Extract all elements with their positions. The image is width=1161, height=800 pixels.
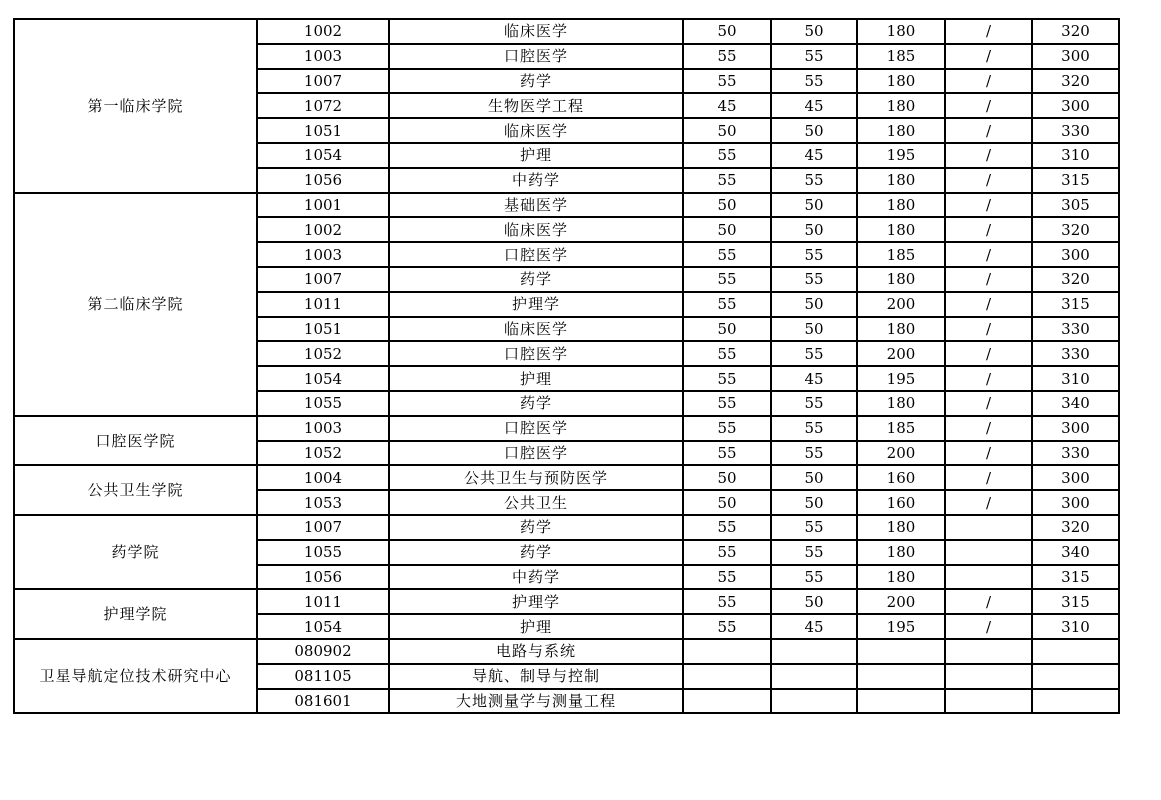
major-name-cell: 导航、制导与控制 (389, 664, 683, 689)
score-col-1-cell: 55 (683, 441, 771, 466)
score-col-2-cell: 55 (771, 242, 857, 267)
major-code-cell: 1003 (257, 416, 389, 441)
major-name-cell: 护理学 (389, 292, 683, 317)
score-col-5-cell: 320 (1032, 69, 1119, 94)
score-col-3-cell: 200 (857, 341, 945, 366)
score-col-5-cell: 340 (1032, 391, 1119, 416)
score-col-2-cell: 45 (771, 93, 857, 118)
major-code-cell: 1054 (257, 366, 389, 391)
major-name-cell: 临床医学 (389, 217, 683, 242)
score-col-2-cell: 50 (771, 465, 857, 490)
score-col-1-cell: 50 (683, 217, 771, 242)
score-col-1-cell: 50 (683, 490, 771, 515)
major-code-cell: 1003 (257, 242, 389, 267)
score-col-5-cell: 320 (1032, 217, 1119, 242)
college-name-cell: 护理学院 (14, 589, 257, 639)
score-col-2-cell: 50 (771, 193, 857, 218)
major-name-cell: 大地测量学与测量工程 (389, 689, 683, 714)
score-col-5-cell: 300 (1032, 44, 1119, 69)
score-col-1-cell: 55 (683, 391, 771, 416)
score-col-1-cell: 55 (683, 242, 771, 267)
score-col-1-cell: 55 (683, 292, 771, 317)
score-col-1-cell: 55 (683, 614, 771, 639)
college-name-cell: 药学院 (14, 515, 257, 589)
score-col-3-cell: 180 (857, 19, 945, 44)
score-col-4-cell: / (945, 441, 1032, 466)
score-col-1-cell: 55 (683, 44, 771, 69)
score-col-4-cell: / (945, 614, 1032, 639)
college-name-cell: 口腔医学院 (14, 416, 257, 466)
score-col-1-cell: 45 (683, 93, 771, 118)
major-code-cell: 1052 (257, 341, 389, 366)
score-col-4-cell (945, 515, 1032, 540)
score-col-1-cell: 50 (683, 193, 771, 218)
score-col-5-cell (1032, 689, 1119, 714)
score-col-5-cell: 310 (1032, 614, 1119, 639)
score-table (13, 18, 1120, 714)
score-col-5-cell: 330 (1032, 441, 1119, 466)
score-col-2-cell: 55 (771, 267, 857, 292)
score-col-4-cell: / (945, 118, 1032, 143)
major-name-cell: 口腔医学 (389, 44, 683, 69)
score-col-4-cell: / (945, 217, 1032, 242)
major-name-cell: 生物医学工程 (389, 93, 683, 118)
major-name-cell: 中药学 (389, 168, 683, 193)
score-col-2-cell: 45 (771, 143, 857, 168)
table-row (14, 465, 1119, 490)
table-row (14, 19, 1119, 44)
score-col-2-cell: 55 (771, 168, 857, 193)
score-col-2-cell: 55 (771, 44, 857, 69)
major-code-cell: 1003 (257, 44, 389, 69)
score-col-2-cell: 55 (771, 69, 857, 94)
major-name-cell: 临床医学 (389, 118, 683, 143)
score-col-3-cell (857, 689, 945, 714)
score-col-1-cell: 50 (683, 19, 771, 44)
score-col-4-cell: / (945, 465, 1032, 490)
table-row (14, 589, 1119, 614)
score-col-5-cell: 305 (1032, 193, 1119, 218)
major-name-cell: 护理 (389, 366, 683, 391)
major-code-cell: 1011 (257, 292, 389, 317)
major-code-cell: 1007 (257, 69, 389, 94)
score-col-4-cell: / (945, 143, 1032, 168)
major-code-cell: 081601 (257, 689, 389, 714)
score-col-3-cell: 180 (857, 317, 945, 342)
major-name-cell: 口腔医学 (389, 341, 683, 366)
score-col-3-cell: 180 (857, 267, 945, 292)
major-code-cell: 081105 (257, 664, 389, 689)
major-name-cell: 公共卫生与预防医学 (389, 465, 683, 490)
score-col-4-cell (945, 540, 1032, 565)
score-col-3-cell: 160 (857, 465, 945, 490)
major-name-cell: 药学 (389, 391, 683, 416)
score-col-1-cell (683, 639, 771, 664)
score-col-5-cell: 330 (1032, 118, 1119, 143)
score-col-3-cell: 180 (857, 168, 945, 193)
score-col-4-cell (945, 565, 1032, 590)
score-col-2-cell: 45 (771, 614, 857, 639)
score-col-1-cell: 55 (683, 267, 771, 292)
college-name-cell: 卫星导航定位技术研究中心 (14, 639, 257, 713)
major-name-cell: 药学 (389, 540, 683, 565)
score-col-3-cell: 180 (857, 69, 945, 94)
major-code-cell: 1001 (257, 193, 389, 218)
score-col-5-cell: 320 (1032, 515, 1119, 540)
major-name-cell: 电路与系统 (389, 639, 683, 664)
score-col-3-cell (857, 664, 945, 689)
major-code-cell: 1051 (257, 118, 389, 143)
score-col-5-cell: 310 (1032, 366, 1119, 391)
major-name-cell: 药学 (389, 267, 683, 292)
major-name-cell: 中药学 (389, 565, 683, 590)
score-col-3-cell: 185 (857, 416, 945, 441)
table-body (14, 19, 1119, 713)
major-name-cell: 临床医学 (389, 317, 683, 342)
major-code-cell: 1056 (257, 565, 389, 590)
score-col-4-cell: / (945, 341, 1032, 366)
score-col-1-cell: 55 (683, 589, 771, 614)
score-col-5-cell: 315 (1032, 589, 1119, 614)
score-col-5-cell: 310 (1032, 143, 1119, 168)
score-col-1-cell (683, 664, 771, 689)
major-name-cell: 口腔医学 (389, 242, 683, 267)
score-col-2-cell: 55 (771, 391, 857, 416)
score-col-2-cell: 50 (771, 118, 857, 143)
major-code-cell: 1007 (257, 515, 389, 540)
score-col-2-cell: 50 (771, 19, 857, 44)
score-col-3-cell: 180 (857, 515, 945, 540)
score-col-4-cell: / (945, 19, 1032, 44)
score-col-4-cell: / (945, 366, 1032, 391)
score-col-1-cell: 55 (683, 366, 771, 391)
score-col-3-cell (857, 639, 945, 664)
score-col-4-cell: / (945, 317, 1032, 342)
score-col-1-cell: 55 (683, 515, 771, 540)
score-col-3-cell: 195 (857, 614, 945, 639)
major-code-cell: 080902 (257, 639, 389, 664)
score-col-4-cell: / (945, 193, 1032, 218)
score-col-4-cell: / (945, 242, 1032, 267)
score-col-3-cell: 180 (857, 217, 945, 242)
score-col-1-cell: 55 (683, 168, 771, 193)
score-col-3-cell: 180 (857, 391, 945, 416)
score-col-4-cell: / (945, 490, 1032, 515)
major-code-cell: 1055 (257, 391, 389, 416)
score-col-2-cell: 55 (771, 416, 857, 441)
score-col-5-cell: 300 (1032, 93, 1119, 118)
score-col-5-cell: 300 (1032, 465, 1119, 490)
score-col-4-cell: / (945, 391, 1032, 416)
score-col-4-cell: / (945, 589, 1032, 614)
major-name-cell: 公共卫生 (389, 490, 683, 515)
score-col-4-cell: / (945, 93, 1032, 118)
major-name-cell: 护理 (389, 614, 683, 639)
score-col-4-cell: / (945, 168, 1032, 193)
college-name-cell: 第一临床学院 (14, 19, 257, 193)
score-col-5-cell: 330 (1032, 341, 1119, 366)
major-code-cell: 1002 (257, 19, 389, 44)
score-col-1-cell: 55 (683, 143, 771, 168)
score-col-3-cell: 195 (857, 366, 945, 391)
score-col-2-cell: 55 (771, 565, 857, 590)
score-col-5-cell (1032, 664, 1119, 689)
score-col-3-cell: 185 (857, 44, 945, 69)
score-col-2-cell: 50 (771, 317, 857, 342)
score-col-1-cell (683, 689, 771, 714)
score-col-2-cell: 45 (771, 366, 857, 391)
score-col-3-cell: 200 (857, 292, 945, 317)
major-code-cell: 1007 (257, 267, 389, 292)
score-col-2-cell (771, 664, 857, 689)
score-col-5-cell: 340 (1032, 540, 1119, 565)
major-code-cell: 1004 (257, 465, 389, 490)
major-code-cell: 1055 (257, 540, 389, 565)
score-col-2-cell (771, 639, 857, 664)
score-col-1-cell: 50 (683, 317, 771, 342)
major-code-cell: 1002 (257, 217, 389, 242)
score-col-1-cell: 55 (683, 416, 771, 441)
score-col-3-cell: 200 (857, 441, 945, 466)
major-code-cell: 1052 (257, 441, 389, 466)
major-name-cell: 药学 (389, 69, 683, 94)
score-col-1-cell: 50 (683, 465, 771, 490)
major-code-cell: 1053 (257, 490, 389, 515)
college-name-cell: 公共卫生学院 (14, 465, 257, 515)
score-col-4-cell: / (945, 416, 1032, 441)
score-col-5-cell: 315 (1032, 168, 1119, 193)
major-code-cell: 1054 (257, 614, 389, 639)
score-col-2-cell: 55 (771, 341, 857, 366)
score-col-4-cell: / (945, 69, 1032, 94)
score-col-3-cell: 180 (857, 565, 945, 590)
major-code-cell: 1072 (257, 93, 389, 118)
major-name-cell: 临床医学 (389, 19, 683, 44)
major-code-cell: 1051 (257, 317, 389, 342)
score-col-1-cell: 50 (683, 118, 771, 143)
score-col-4-cell: / (945, 267, 1032, 292)
score-col-3-cell: 185 (857, 242, 945, 267)
score-col-5-cell: 300 (1032, 416, 1119, 441)
score-col-2-cell: 55 (771, 540, 857, 565)
major-name-cell: 护理学 (389, 589, 683, 614)
table-row (14, 193, 1119, 218)
score-col-2-cell: 50 (771, 589, 857, 614)
score-col-3-cell: 180 (857, 193, 945, 218)
major-code-cell: 1054 (257, 143, 389, 168)
score-col-2-cell: 55 (771, 441, 857, 466)
table-row (14, 639, 1119, 664)
score-col-3-cell: 195 (857, 143, 945, 168)
table-row (14, 416, 1119, 441)
score-col-2-cell: 55 (771, 515, 857, 540)
score-col-4-cell (945, 639, 1032, 664)
score-col-3-cell: 180 (857, 118, 945, 143)
major-name-cell: 护理 (389, 143, 683, 168)
major-code-cell: 1011 (257, 589, 389, 614)
score-col-1-cell: 55 (683, 565, 771, 590)
score-col-4-cell (945, 664, 1032, 689)
score-col-5-cell: 320 (1032, 19, 1119, 44)
score-col-1-cell: 55 (683, 341, 771, 366)
score-col-2-cell (771, 689, 857, 714)
score-col-5-cell: 300 (1032, 242, 1119, 267)
score-col-5-cell: 315 (1032, 292, 1119, 317)
major-name-cell: 基础医学 (389, 193, 683, 218)
score-col-3-cell: 180 (857, 93, 945, 118)
college-name-cell: 第二临床学院 (14, 193, 257, 416)
major-name-cell: 药学 (389, 515, 683, 540)
score-col-3-cell: 180 (857, 540, 945, 565)
score-col-5-cell (1032, 639, 1119, 664)
table-row (14, 515, 1119, 540)
score-col-5-cell: 330 (1032, 317, 1119, 342)
score-col-1-cell: 55 (683, 69, 771, 94)
score-col-2-cell: 50 (771, 292, 857, 317)
major-name-cell: 口腔医学 (389, 441, 683, 466)
score-col-5-cell: 320 (1032, 267, 1119, 292)
score-col-4-cell (945, 689, 1032, 714)
score-col-5-cell: 300 (1032, 490, 1119, 515)
major-name-cell: 口腔医学 (389, 416, 683, 441)
score-col-2-cell: 50 (771, 490, 857, 515)
score-col-2-cell: 50 (771, 217, 857, 242)
score-col-4-cell: / (945, 44, 1032, 69)
score-col-4-cell: / (945, 292, 1032, 317)
score-col-3-cell: 160 (857, 490, 945, 515)
score-col-5-cell: 315 (1032, 565, 1119, 590)
major-code-cell: 1056 (257, 168, 389, 193)
score-col-3-cell: 200 (857, 589, 945, 614)
score-col-1-cell: 55 (683, 540, 771, 565)
